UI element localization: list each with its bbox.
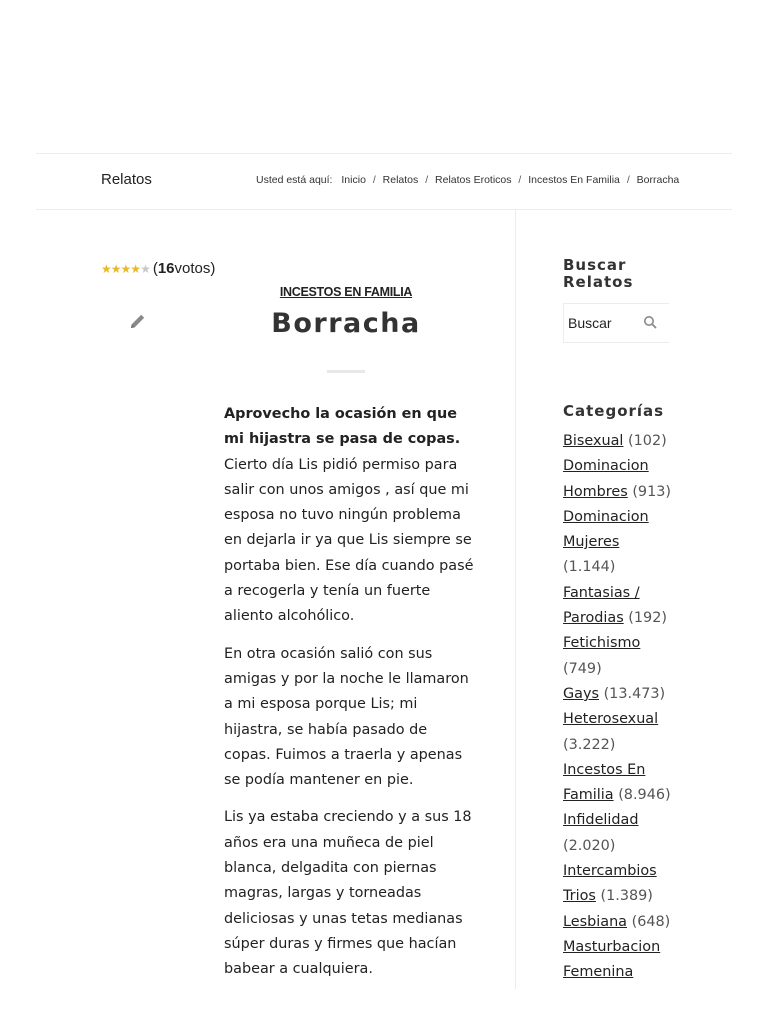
- category-count: (102): [628, 433, 667, 449]
- post-category: [226, 285, 466, 299]
- category-count: (1.144): [563, 559, 616, 576]
- breadcrumb-item-current: Borracha: [636, 174, 680, 186]
- category-link[interactable]: Bisexual: [563, 433, 624, 449]
- category-link[interactable]: Fetichismo: [563, 635, 641, 652]
- star-icon[interactable]: ★: [120, 261, 131, 276]
- breadcrumb-prefix: Usted está aquí:: [256, 174, 333, 186]
- categories-widget-title: Categorías: [563, 402, 665, 420]
- category-count: (13.473): [603, 685, 666, 702]
- category-item: [563, 505, 675, 581]
- category-count: (648): [631, 913, 671, 930]
- category-link[interactable]: Fantasias / Parodias: [563, 584, 640, 627]
- breadcrumb-separator: /: [372, 174, 376, 186]
- category-link[interactable]: Infidelidad: [563, 812, 639, 829]
- search-input[interactable]: [564, 304, 640, 342]
- post-paragraph-text: Cierto día Lis pidió permiso para salir con unos amigos , así que mi esposa no tuvo ningún problema en dejarla ir ya que Lis siempre se portaba bien. Ese día cuando pasé a recogerla y tenía un fuerte aliento alcohólico.: [224, 456, 474, 625]
- title-divider: [327, 370, 365, 373]
- pencil-icon[interactable]: [128, 311, 148, 331]
- breadcrumb-item-relatos[interactable]: Relatos: [382, 174, 419, 186]
- category-item: [563, 910, 675, 935]
- category-count: (192): [628, 610, 667, 627]
- star-icon[interactable]: ★: [110, 261, 121, 276]
- category-item: [563, 758, 675, 809]
- breadcrumb-item-inicio[interactable]: Inicio: [341, 174, 366, 186]
- sidebar-divider: [515, 209, 516, 989]
- category-link[interactable]: Heterosexual: [563, 711, 659, 728]
- category-count: (1.389): [600, 888, 653, 905]
- search-widget-title: Buscar Relatos: [563, 256, 634, 291]
- post-category-link[interactable]: INCESTOS EN FAMILIA: [279, 285, 413, 299]
- post-paragraph: Lis ya estaba creciendo y a sus 18 años era una muñeca de piel blanca, delgadita con piernas magras, largas y torneadas deliciosas y unas tetas medianas súper duras y firmes que hacían babear a cualquiera.: [224, 809, 472, 978]
- breadcrumb: [256, 174, 679, 186]
- votes-label: votos): [174, 260, 216, 277]
- category-link[interactable]: Dominacion Hombres: [563, 458, 649, 500]
- site-name-link[interactable]: Relatos: [101, 171, 152, 188]
- votes-count: 16: [157, 260, 175, 277]
- post-content: [224, 402, 474, 995]
- breadcrumb-separator: /: [626, 174, 630, 186]
- category-item: [563, 935, 675, 986]
- post-paragraph: [224, 402, 474, 630]
- category-item: [563, 859, 675, 910]
- category-count: (2.020): [563, 837, 616, 854]
- category-link[interactable]: Masturbacion Femenina: [563, 938, 661, 981]
- post-title: Borracha: [271, 308, 421, 339]
- search-form: [563, 303, 669, 343]
- category-item: [563, 808, 675, 859]
- post-lead: Aprovecho la ocasión en que mi hijastra se pasa de copas.: [224, 406, 461, 448]
- category-item: [563, 454, 675, 505]
- category-link[interactable]: Intercambios Trios: [563, 863, 657, 905]
- category-item: [563, 682, 675, 707]
- search-icon: [642, 314, 660, 332]
- votes-open: (: [152, 260, 158, 277]
- sidebar: [563, 256, 678, 981]
- search-button[interactable]: [642, 314, 660, 332]
- category-link[interactable]: Lesbiana: [563, 913, 628, 930]
- star-icon[interactable]: ★: [140, 261, 150, 276]
- category-link[interactable]: Gays: [563, 685, 599, 702]
- post-paragraph: En otra ocasión salió con sus amigas y por la noche le llamaron a mi esposa porque Lis; mi hijastra, se había pasado de copas. Fuimos a traerla y apenas se podía mantener en pie.: [224, 645, 469, 789]
- category-link[interactable]: Incestos En Familia: [563, 761, 646, 804]
- star-icon[interactable]: ★: [130, 261, 141, 276]
- breadcrumb-separator: /: [518, 174, 522, 186]
- star-icon[interactable]: ★: [101, 261, 111, 276]
- breadcrumb-item-relatos-eroticos[interactable]: Relatos Eroticos: [435, 174, 512, 186]
- category-item: [563, 707, 675, 758]
- category-count: (3.222): [563, 736, 616, 753]
- category-item: [563, 631, 675, 682]
- category-count: (913): [632, 483, 672, 500]
- breadcrumb-item-incestos-en-familia[interactable]: Incestos En Familia: [528, 174, 620, 186]
- post-rating: [101, 260, 215, 277]
- category-count: (749): [563, 660, 602, 677]
- category-link[interactable]: Dominacion Mujeres: [563, 508, 649, 551]
- category-count: (8.946): [618, 787, 671, 804]
- breadcrumb-separator: /: [425, 174, 429, 186]
- categories-list: [563, 429, 675, 986]
- category-item: [563, 429, 675, 454]
- category-item: [563, 581, 675, 632]
- title-bar: [36, 153, 732, 210]
- rating-stars[interactable]: [101, 263, 150, 275]
